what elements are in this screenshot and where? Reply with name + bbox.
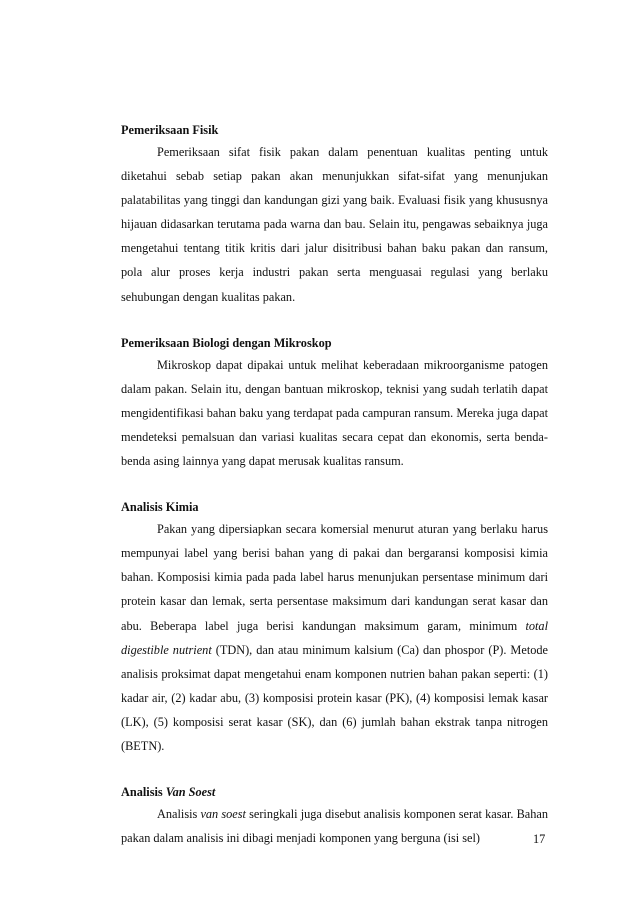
paragraph-italic-term: total digestible nutrient — [121, 618, 548, 657]
paragraph-text: seringkali juga disebut analisis komponen serat kasar. Bahan pakan dalam analisis ini dibagi menjadi komponen yang berguna (isi sel) — [121, 807, 548, 846]
section-heading: Analisis Kimia — [121, 500, 199, 515]
section-paragraph — [121, 517, 548, 758]
section-paragraph — [121, 802, 548, 850]
section-paragraph: Mikroskop dapat dipakai untuk melihat keberadaan mikroorganisme patogen dalam pakan. Selain itu, dengan bantuan mikroskop, teknisi yang sudah terlatih dapat mengidentifikasi bahan baku yang terdapat pada campuran ransum. Mereka juga dapat mendeteksi pemalsuan dan variasi kualitas secara cepat dan ekonomis, serta benda-benda asing lainnya yang dapat merusak kualitas ransum. — [121, 357, 548, 469]
section-pemeriksaan-biologi — [121, 333, 548, 473]
heading-text: Analisis — [121, 785, 166, 800]
page-number: 17 — [533, 832, 546, 846]
paragraph-text: (TDN), dan atau minimum kalsium (Ca) dan phospor (P). Metode analisis proksimat dapat mengetahui enam komponen nutrien bahan pakan seperti: (1) kadar air, (2) kadar abu, (3) komposisi protein kasar (PK), (4) komposisi lemak kasar (LK), (5) komposisi serat kasar (SK), dan (6) jumlah bahan ekstrak tanpa nitrogen (BETN). — [121, 642, 548, 753]
page-content — [121, 120, 548, 874]
section-heading: Pemeriksaan Fisik — [121, 123, 219, 137]
section-paragraph: Pemeriksaan sifat fisik pakan dalam penentuan kualitas penting untuk diketahui sebab setiap pakan akan menunjukkan sifat-sifat yang menunjukan palatabilitas yang tinggi dan kandungan gizi yang baik. Evaluasi fisik yang khususnya hijauan didasarkan terutama pada warna dan bau. Selain itu, pengawas sebaiknya juga mengetahui tentang titik kritis dari jalur disitribusi bahan baku pakan dan ransum, pola alur proses kerja industri pakan serta menguasai regulasi yang berlaku sehubungan dengan kualitas pakan. — [121, 145, 548, 304]
paragraph-italic-term: van soest — [200, 807, 246, 822]
section-analisis-van-soest — [121, 782, 548, 850]
section-pemeriksaan-fisik — [121, 120, 548, 309]
section-heading — [121, 782, 548, 802]
paragraph-text: Analisis — [157, 807, 201, 822]
section-analisis-kimia — [121, 497, 548, 758]
paragraph-text: Pakan yang dipersiapkan secara komersial menurut aturan yang berlaku harus mempunyai label yang berisi bahan yang di pakai dan bergaransi komposisi kimia bahan. Komposisi kimia pada pada label harus menunjukan persentase minimum dari protein kasar dan lemak, serta persentase maksimum dari kandungan serat kasar dan abu. Beberapa label juga berisi kandungan maksimum garam, minimum — [121, 522, 548, 633]
section-heading: Pemeriksaan Biologi dengan Mikroskop — [121, 335, 332, 350]
heading-italic-term: Van Soest — [165, 785, 216, 800]
